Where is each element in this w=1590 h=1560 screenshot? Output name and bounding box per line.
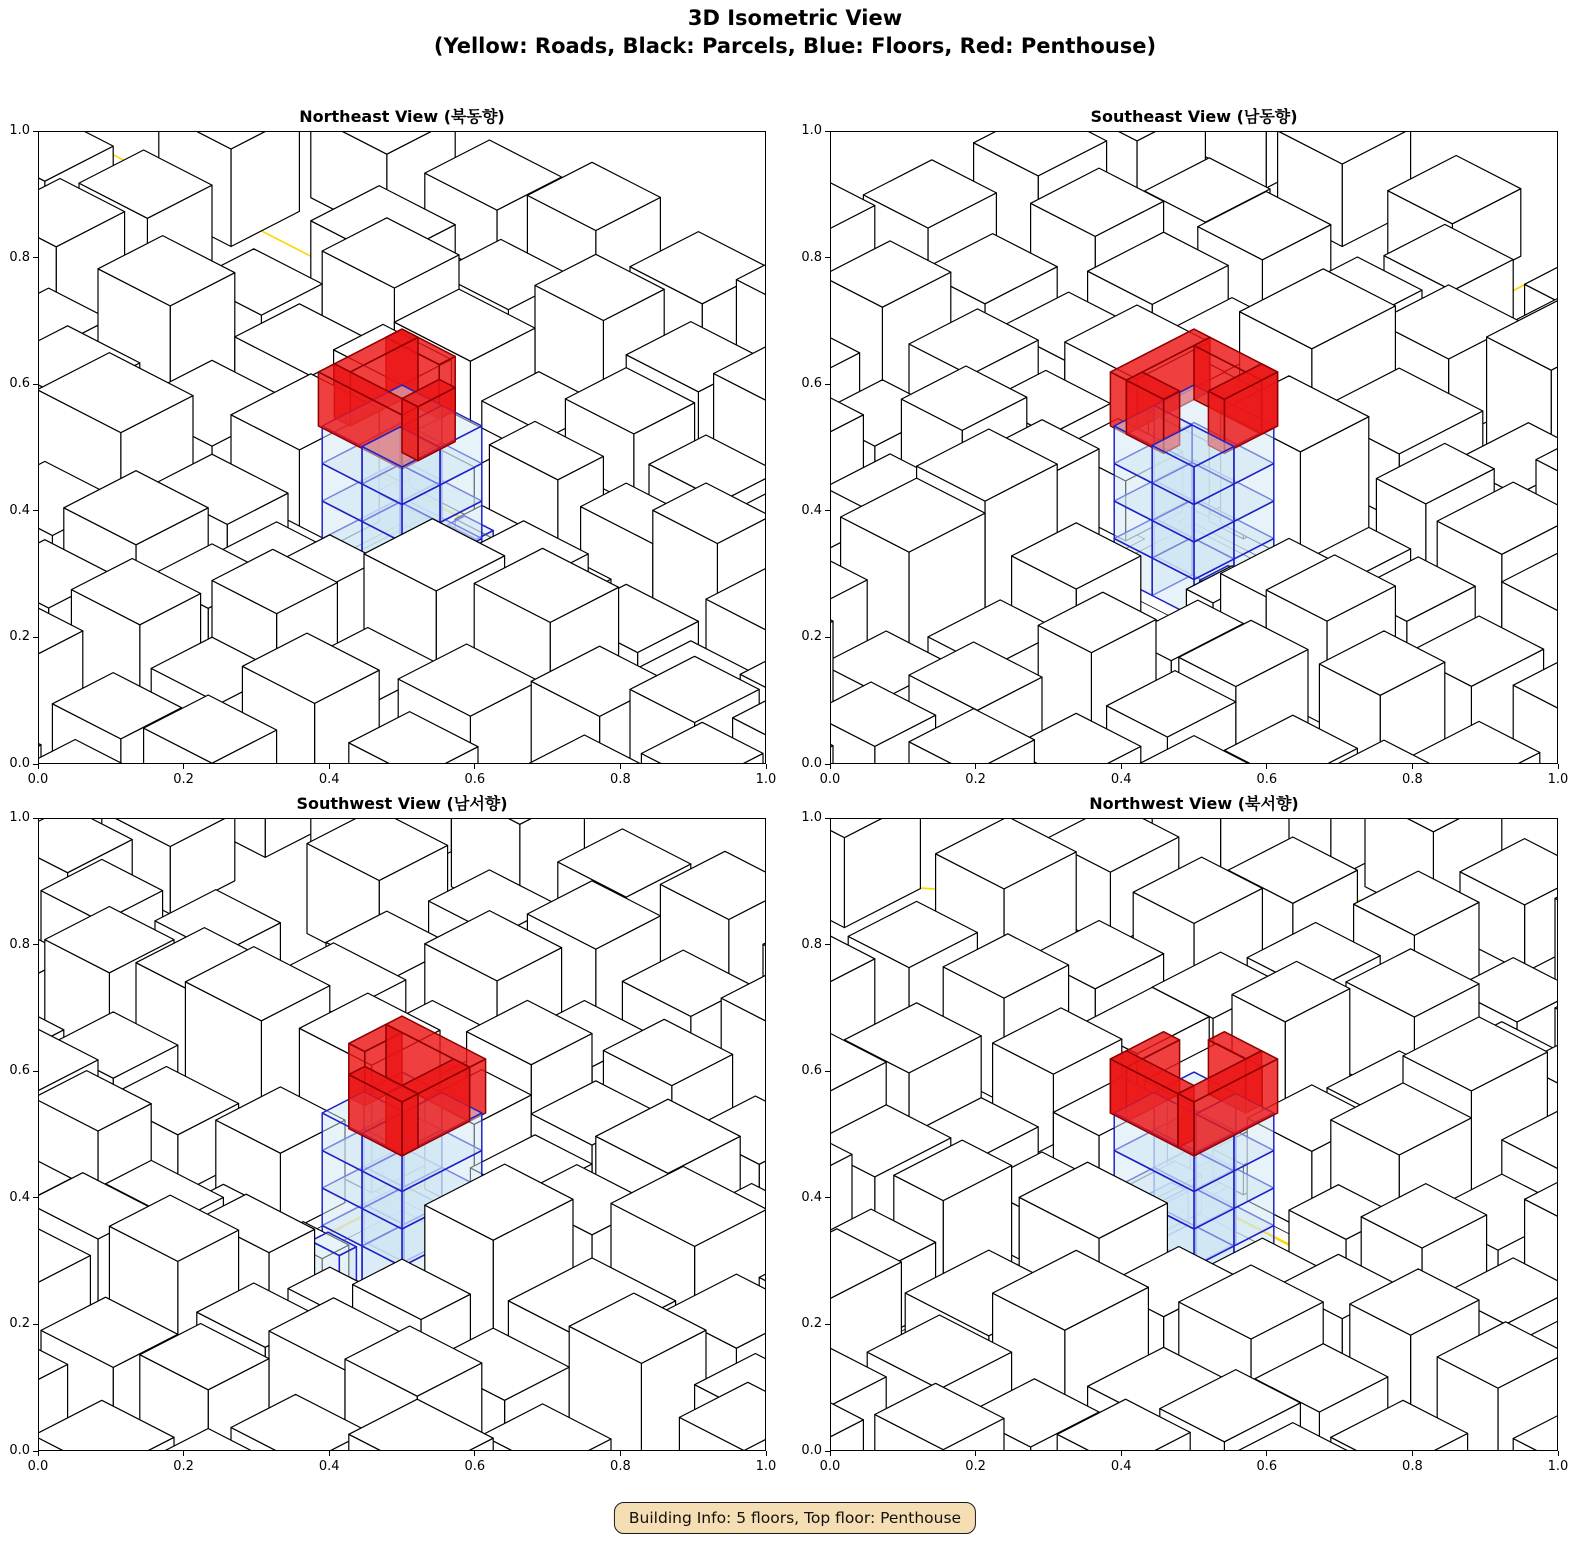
x-tick-mark [1121,764,1122,769]
x-tick-label: 0.4 [318,1459,340,1474]
y-tick-label: 0.0 [801,1443,822,1458]
y-tick-label: 0.6 [801,376,822,392]
x-tick-label: 1.0 [755,1459,777,1474]
x-tick-mark [766,1451,767,1456]
y-tick-mark [33,637,38,638]
y-tick-mark [33,257,38,258]
figure-title: 3D Isometric View [687,6,903,30]
subplot-southeast [801,107,1569,787]
x-tick-label: 0.2 [173,1459,194,1474]
x-tick-label: 1.0 [1547,772,1569,787]
x-tick-mark [1558,1451,1559,1456]
y-tick-mark [825,131,830,132]
x-tick-mark [474,1451,475,1456]
subplot-title-southeast: Southeast View (남동향) [1090,107,1298,126]
y-tick-label: 0.6 [801,1063,822,1079]
y-tick-label: 0.4 [9,502,30,518]
x-tick-label: 0.8 [610,772,631,787]
x-tick-label: 0.6 [464,772,486,787]
y-tick-label: 0.6 [9,376,30,392]
x-tick-mark [329,1451,330,1456]
y-tick-label: 1.0 [801,810,822,825]
x-tick-label: 0.8 [1402,772,1423,787]
x-tick-label: 0.0 [819,772,841,787]
subplot-title-northeast: Northeast View (북동향) [299,107,505,126]
y-tick-label: 0.4 [9,1189,30,1205]
y-tick-mark [33,384,38,385]
subplot-northwest [801,794,1569,1474]
y-tick-mark [33,764,38,765]
x-tick-label: 0.0 [27,1459,49,1474]
y-tick-mark [825,764,830,765]
x-tick-label: 0.4 [1110,772,1132,787]
x-tick-mark [830,1451,831,1456]
x-tick-label: 0.8 [610,1459,631,1474]
x-tick-label: 0.4 [1110,1459,1132,1474]
y-tick-label: 1.0 [9,810,30,825]
y-tick-mark [825,818,830,819]
x-tick-label: 0.2 [965,772,986,787]
x-tick-mark [620,1451,621,1456]
y-tick-label: 1.0 [9,123,30,138]
x-tick-label: 1.0 [755,772,777,787]
x-tick-mark [38,764,39,769]
x-tick-label: 0.6 [464,1459,486,1474]
x-tick-label: 0.6 [1256,772,1278,787]
y-tick-label: 0.8 [801,936,822,952]
subplot-title-northwest: Northwest View (북서향) [1089,794,1299,813]
y-tick-mark [825,1324,830,1325]
isometric-canvas-southeast [830,131,1558,764]
y-tick-mark [33,510,38,511]
x-tick-label: 0.4 [318,772,340,787]
x-tick-mark [1412,1451,1413,1456]
x-tick-label: 0.0 [27,772,49,787]
y-tick-label: 0.2 [801,629,822,645]
x-tick-mark [183,1451,184,1456]
y-tick-mark [33,1451,38,1452]
x-tick-mark [329,764,330,769]
y-tick-mark [825,944,830,945]
x-tick-mark [1558,764,1559,769]
y-tick-label: 1.0 [801,123,822,138]
x-tick-label: 0.8 [1402,1459,1423,1474]
x-tick-mark [766,764,767,769]
y-tick-label: 0.8 [9,936,30,952]
isometric-canvas-southwest [38,818,766,1451]
x-tick-mark [975,1451,976,1456]
y-tick-mark [825,1071,830,1072]
x-tick-label: 0.2 [965,1459,986,1474]
x-tick-label: 0.0 [819,1459,841,1474]
y-tick-mark [33,818,38,819]
y-tick-mark [825,1197,830,1198]
x-tick-mark [183,764,184,769]
x-tick-label: 0.6 [1256,1459,1278,1474]
x-tick-mark [38,1451,39,1456]
y-tick-mark [825,510,830,511]
x-tick-label: 0.2 [173,772,194,787]
x-tick-mark [830,764,831,769]
y-tick-label: 0.2 [801,1316,822,1332]
y-tick-mark [33,1324,38,1325]
x-tick-mark [1266,1451,1267,1456]
x-tick-mark [975,764,976,769]
y-tick-label: 0.2 [9,629,30,645]
y-tick-mark [825,384,830,385]
y-tick-label: 0.2 [9,1316,30,1332]
y-tick-mark [825,637,830,638]
y-tick-mark [825,257,830,258]
x-tick-mark [1412,764,1413,769]
x-tick-mark [1266,764,1267,769]
x-tick-mark [474,764,475,769]
y-tick-label: 0.8 [9,249,30,265]
y-tick-label: 0.4 [801,1189,822,1205]
x-tick-label: 1.0 [1547,1459,1569,1474]
y-tick-label: 0.4 [801,502,822,518]
y-tick-mark [33,131,38,132]
subplot-northeast [9,107,777,787]
x-tick-mark [1121,1451,1122,1456]
subplot-title-southwest: Southwest View (남서향) [296,794,508,813]
y-tick-mark [33,1197,38,1198]
building-info-badge: Building Info: 5 floors, Top floor: Penthouse [614,1502,976,1534]
y-tick-label: 0.0 [801,756,822,771]
isometric-canvas-northeast [38,131,766,764]
x-tick-mark [620,764,621,769]
isometric-canvas-northwest [830,818,1558,1451]
y-tick-label: 0.8 [801,249,822,265]
y-tick-label: 0.0 [9,756,30,771]
y-tick-label: 0.0 [9,1443,30,1458]
figure-subtitle: (Yellow: Roads, Black: Parcels, Blue: Floors, Red: Penthouse) [433,34,1157,58]
subplot-southwest [9,794,777,1474]
y-tick-mark [33,1071,38,1072]
y-tick-mark [825,1451,830,1452]
y-tick-mark [33,944,38,945]
y-tick-label: 0.6 [9,1063,30,1079]
